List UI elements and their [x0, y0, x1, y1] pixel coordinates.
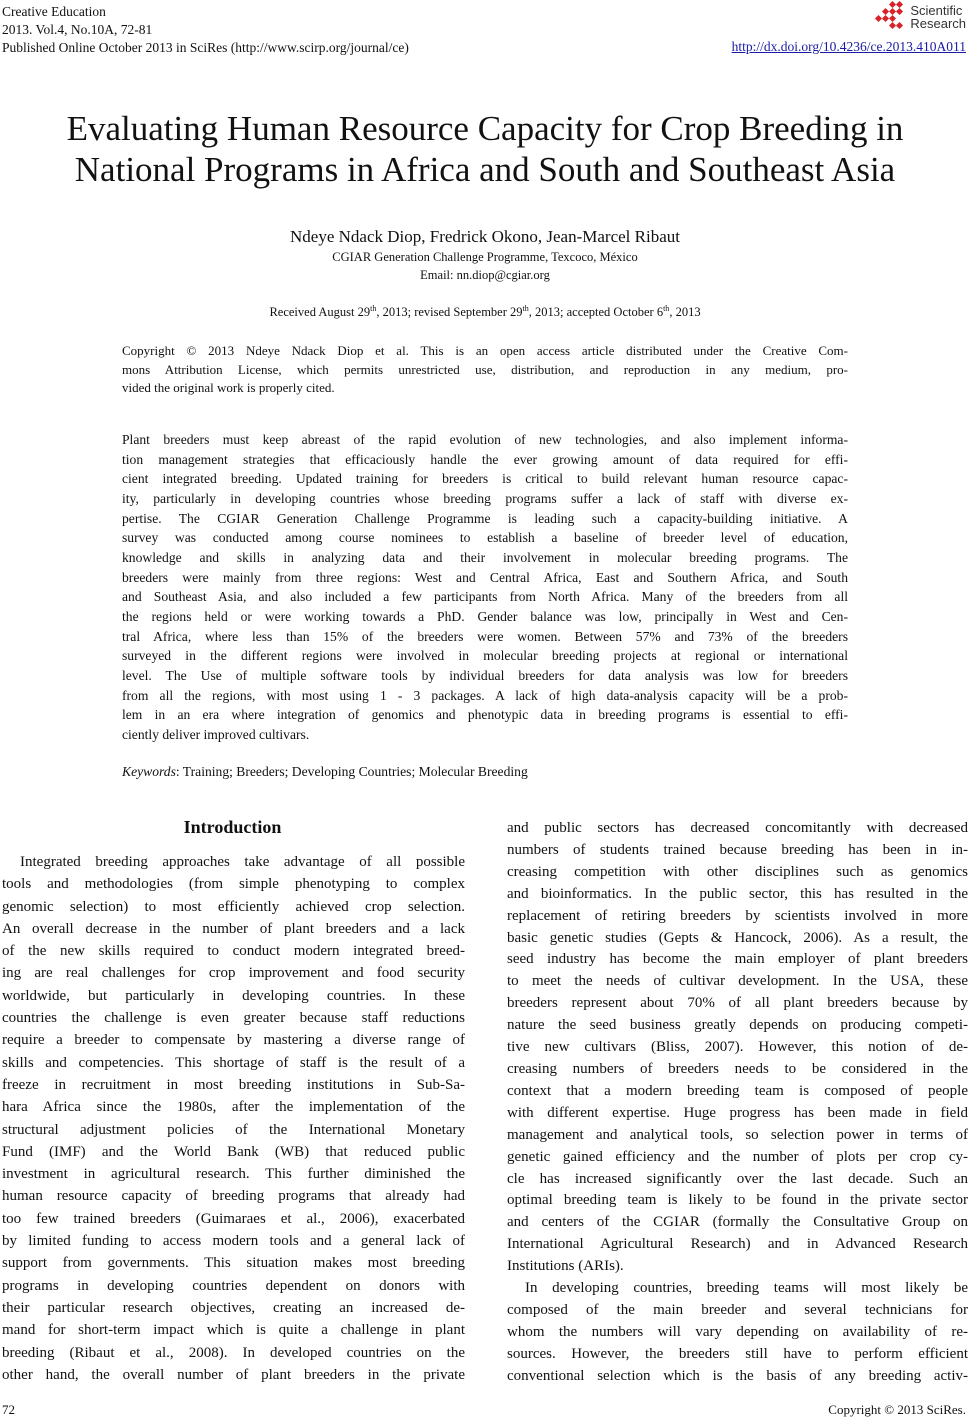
text-line: mand for short-term impact which is quite a challenge in plant — [2, 1322, 465, 1339]
text-line: vided the original work is properly cited. — [122, 380, 335, 395]
text-line: sources. However, the breeders still have to perform efficient — [507, 1345, 968, 1362]
text-line: genomic selection) to most efficiently achieved crop selection. — [2, 898, 465, 915]
text-line: ciently deliver improved cultivars. — [122, 726, 310, 742]
text-line: investment in agricultural research. This further diminished the — [2, 1166, 465, 1183]
text-line: nature the seed business greatly depends on producing competi- — [507, 1017, 968, 1034]
paragraph — [507, 1278, 968, 1388]
paper-title — [0, 108, 970, 190]
text-line: composed of the main breeder and several technicians for — [507, 1301, 968, 1318]
text-line: human resource capacity of breeding programs that already had — [2, 1188, 465, 1205]
text-line: creasing numbers of breeders needs to be considered in the — [507, 1060, 968, 1077]
text-line: breeders represent about 70% of all plant breeders because by — [507, 995, 968, 1012]
text-line: to meet the needs of cultivar development. In the USA, these — [507, 973, 968, 990]
text-line: breeding (Ribaut et al., 2008). In developed countries on the — [2, 1344, 465, 1361]
text-line: survey was conducted among course nominees to establish a baseline of breeder level of education, — [122, 530, 848, 546]
text-line: whom the numbers will vary depending on availability of re- — [507, 1323, 968, 1340]
text-line: the regions held or were working towards a PhD. Gender balance was low, principally in West and Cen- — [122, 608, 848, 624]
text-line: pertise. The CGIAR Generation Challenge Programme is leading such a capacity-building initiative. A — [122, 510, 848, 526]
doi-link[interactable]: http://dx.doi.org/10.4236/ce.2013.410A011 — [731, 39, 966, 54]
text-line: and centers of the CGIAR (formally the Consultative Group on — [507, 1214, 968, 1231]
text-line: ity, particularly in developing countries whose breeding programs suffer a lack of staff with diverse ex- — [122, 490, 848, 506]
text-line: of the new skills required to conduct modern integrated breed- — [2, 943, 465, 960]
text-line: replacement of retiring breeders by scientists involved in more — [507, 907, 968, 924]
text-line: structural adjustment policies of the International Monetary — [2, 1121, 465, 1138]
text-line: knowledge and skills in analyzing data and their involvement in molecular breeding programs. The — [122, 549, 848, 565]
text-line: tive new cultivars (Bliss, 2007). However, this notion of de- — [507, 1039, 968, 1056]
published-info: Published Online October 2013 in SciRes (http://www.scirp.org/journal/ce) — [2, 40, 409, 55]
text-line: their particular research objectives, creating an increased de- — [2, 1299, 465, 1316]
text-line: and public sectors has decreased concomitantly with decreased — [507, 820, 968, 836]
paragraph — [122, 430, 848, 745]
text-line: tools and methodologies (from simple phenotyping to complex — [2, 876, 465, 893]
affiliation: CGIAR Generation Challenge Programme, Texcoco, México — [332, 250, 638, 264]
text-line: level. The Use of multiple software tools by individual breeders for data analysis was low for breeders — [122, 667, 848, 683]
text-line: mons Attribution License, which permits unrestricted use, distribution, and reproduction in any medium, pro- — [122, 361, 848, 377]
text-line: skills and competencies. This shortage of staff is the result of a — [2, 1054, 465, 1071]
text-line: management and analytical tools, so selection power in terms of — [507, 1126, 968, 1143]
text-line: tion management strategies that efficaciously handle the ever growing amount of data required for effi- — [122, 451, 848, 467]
email: Email: nn.diop@cgiar.org — [420, 268, 550, 282]
received-dates: Received August 29th, 2013; revised September 29th, 2013; accepted October 6th, 2013 — [269, 304, 701, 320]
text-line: and Southeast Asia, and also included a few participants from North Africa. Many of the breeders from all — [122, 589, 848, 605]
text-line: Integrated breeding approaches take advantage of all possible — [20, 854, 465, 870]
text-line: other hand, the overall number of plant breeders in the private — [2, 1366, 465, 1383]
copyright-notice — [122, 342, 848, 398]
journal-header — [2, 3, 409, 57]
volume-info: 2013. Vol.4, No.10A, 72-81 — [2, 22, 153, 37]
section-heading-introduction: Introduction — [183, 817, 282, 837]
logo-diamonds-icon — [870, 0, 906, 34]
title-line: National Programs in Africa and South and Southeast Asia — [74, 150, 896, 189]
text-line: from all the regions, with most using 1 - 3 packages. A lack of high data-analysis capacity will be a prob- — [122, 687, 848, 703]
text-line: freeze in recruitment in most breeding institutions in Sub-Sa- — [2, 1076, 465, 1093]
text-line: cient integrated breeding. Updated training for breeders is critical to build relevant human resource capac- — [122, 471, 848, 487]
text-line: countries the challenge is even greater because staff reductions — [2, 1010, 465, 1027]
text-line: International Agricultural Research) and in Advanced Research — [507, 1236, 968, 1253]
text-line: programs in developing countries dependent on donors with — [2, 1277, 465, 1294]
text-line: An overall decrease in the number of plant breeders and a lack — [2, 920, 465, 937]
text-line: and bioinformatics. In the public sector, this has resulted in the — [507, 885, 968, 902]
text-line: context that a modern breeding team is composed of people — [507, 1082, 968, 1099]
text-line: by limited funding to access modern tools and a general lack of — [2, 1233, 465, 1250]
publisher-logo — [870, 0, 966, 34]
text-line: Institutions (ARIs). — [507, 1258, 624, 1275]
text-line: Plant breeders must keep abreast of the rapid evolution of new technologies, and also implement informa- — [122, 432, 848, 447]
text-line: too few trained breeders (Guimaraes et al., 2006), exacerbated — [2, 1210, 465, 1227]
abstract — [122, 430, 848, 745]
text-line: require a breeder to compensate by mastering a diverse range of — [2, 1032, 465, 1049]
footer-copyright: Copyright © 2013 SciRes. — [828, 1402, 966, 1417]
text-line: In developing countries, breeding teams will most likely be — [525, 1280, 968, 1297]
keywords-text: : Training; Breeders; Developing Countries; Molecular Breeding — [175, 764, 528, 779]
text-line: seed industry has become the main employer of plant breeders — [507, 951, 968, 968]
page-number: 72 — [2, 1402, 15, 1417]
text-line: support from governments. This situation makes most breeding — [2, 1255, 465, 1272]
left-column-body — [2, 851, 465, 1386]
text-line: Fund (IMF) and the World Bank (WB) that reduced public — [2, 1143, 465, 1160]
logo-line-1: Scientific — [910, 3, 963, 18]
text-line: numbers of students trained because breeding has been in in- — [507, 841, 968, 858]
journal-name: Creative Education — [2, 4, 106, 19]
text-line: Copyright © 2013 Ndeye Ndack Diop et al. This is an open access article distributed under the Creative Com- — [122, 343, 848, 358]
paragraph — [2, 851, 465, 1386]
text-line: worldwide, but particularly in developing countries. In these — [2, 987, 465, 1004]
text-line: lem in an era where integration of genomics and phenotypic data in breeding programs is essential to effi- — [122, 707, 848, 723]
text-line: with different expertise. Huge progress has been made in field — [507, 1104, 968, 1121]
right-column-body — [507, 818, 968, 1388]
text-line: creasing competition with other disciplines such as genomics — [507, 863, 968, 880]
paragraph — [507, 818, 968, 1278]
text-line: cle has increased significantly over the last decade. Such an — [507, 1170, 968, 1187]
text-line: tral Africa, where less than 15% of the breeders were women. Between 57% and 73% of the breeders — [122, 628, 848, 644]
text-line: ing are real challenges for crop improvement and food security — [2, 965, 465, 982]
text-line: breeders were mainly from three regions: West and Central Africa, East and Southern Africa, and South — [122, 569, 848, 585]
authors: Ndeye Ndack Diop, Fredrick Okono, Jean-Marcel Ribaut — [290, 227, 680, 246]
paragraph — [122, 342, 848, 398]
text-line: genetic gained efficiency and the number of plots per crop cy- — [507, 1148, 968, 1165]
keywords-label: Keywords — [122, 764, 176, 779]
logo-line-2: Research — [910, 16, 966, 31]
text-line: surveyed in the different regions were involved in molecular breeding projects at regional or international — [122, 648, 848, 664]
text-line: conventional selection which is the basis of any breeding activ- — [507, 1367, 968, 1384]
text-line: hara Africa since the 1980s, after the implementation of the — [2, 1099, 465, 1116]
title-line: Evaluating Human Resource Capacity for Crop Breeding in — [66, 109, 904, 148]
keywords — [122, 764, 528, 780]
text-line: optimal breeding team is likely to be found in the private sector — [507, 1192, 968, 1209]
text-line: basic genetic studies (Gepts & Hancock, 2006). As a result, the — [507, 929, 968, 946]
